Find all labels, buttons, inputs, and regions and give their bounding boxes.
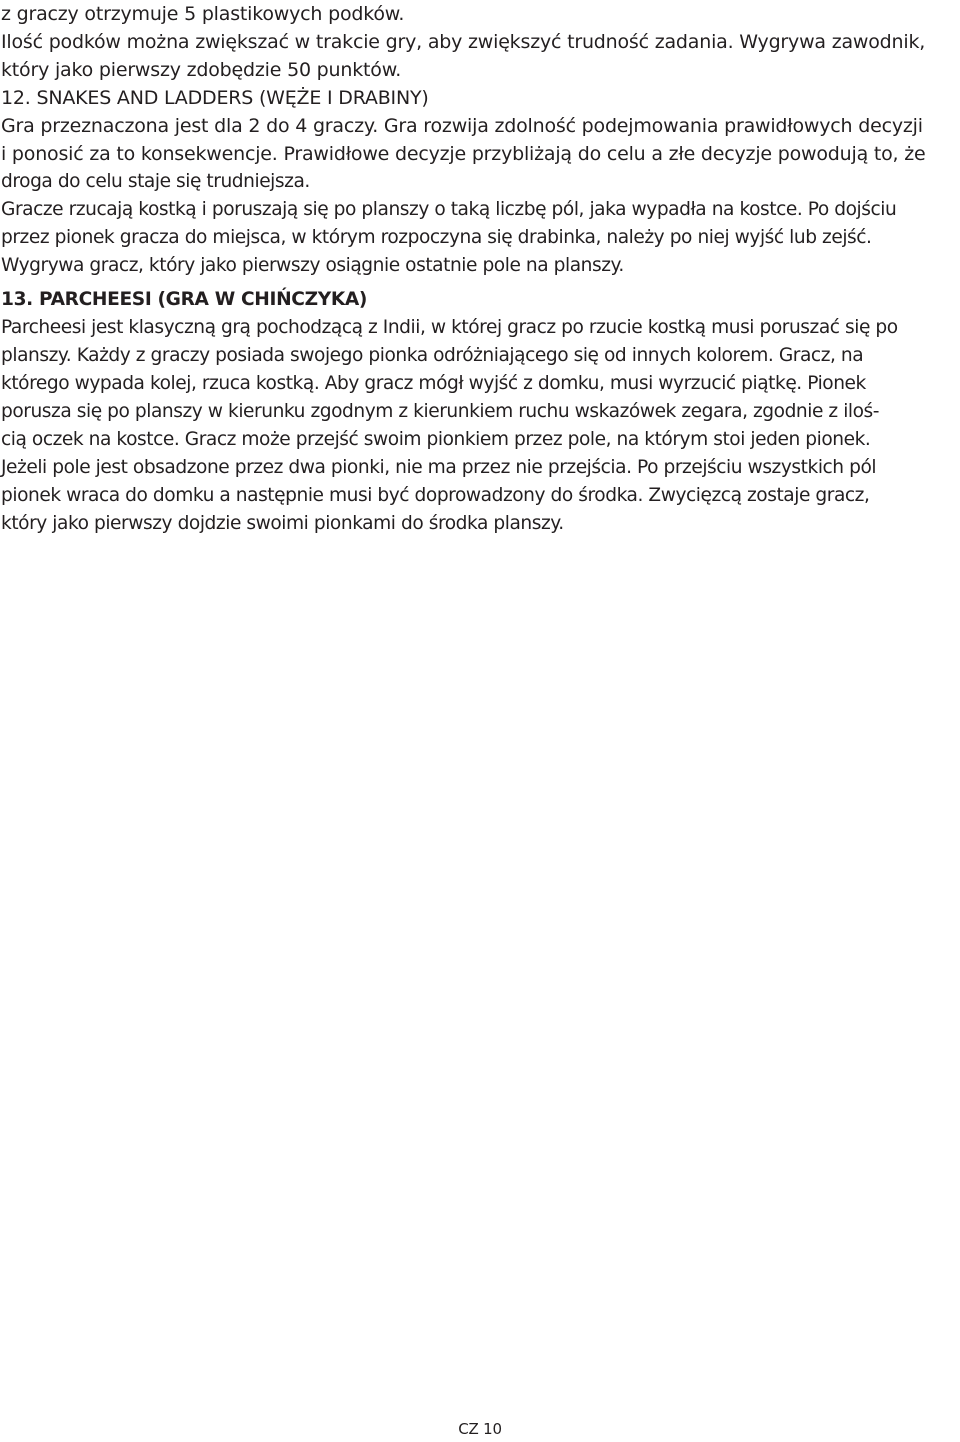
text-line: Ilość podków można zwiększać w trakcie gry, aby zwiększyć trudność zadania. Wygrywa zawodnik, (1, 31, 926, 53)
text-line: przez pionek gracza do miejsca, w którym rozpoczyna się drabinka, należy po niej wyjść lub zejść. (1, 227, 872, 248)
section-heading: 12. SNAKES AND LADDERS (WĘŻE I DRABINY) (1, 87, 429, 109)
section-heading: 13. PARCHEESI (GRA W CHIŃCZYKA) (1, 289, 368, 310)
text-line: pionek wraca do domku a następnie musi być doprowadzony do środka. Zwycięzcą zostaje gracz, (1, 485, 870, 506)
section-snakes-and-ladders (1, 84, 959, 280)
section-parcheesi (1, 286, 959, 538)
text-line: który jako pierwszy zdobędzie 50 punktów. (1, 59, 402, 81)
text-line: porusza się po planszy w kierunku zgodnym z kierunkiem ruchu wskazówek zegara, zgodnie z iloś- (1, 401, 880, 422)
text-line: i ponosić za to konsekwencje. Prawidłowe decyzje przybliżają do celu a złe decyzje powodują to, że (1, 143, 926, 165)
text-line: z graczy otrzymuje 5 plastikowych podków. (1, 3, 405, 25)
page-number: CZ 10 (458, 1420, 502, 1438)
text-line: Parcheesi jest klasyczną grą pochodzącą z Indii, w której gracz po rzucie kostką musi poruszać się po (1, 317, 898, 338)
text-line: Jeżeli pole jest obsadzone przez dwa pionki, nie ma przez nie przejścia. Po przejściu wszystkich pól (1, 457, 877, 478)
document-body (1, 0, 959, 538)
text-line: Gra przeznaczona jest dla 2 do 4 graczy. Gra rozwija zdolność podejmowania prawidłowych decyzji (1, 115, 923, 137)
intro-paragraph (1, 0, 959, 84)
text-line: cią oczek na kostce. Gracz może przejść swoim pionkiem przez pole, na którym stoi jeden pionek. (1, 429, 871, 450)
text-line: Wygrywa gracz, który jako pierwszy osiągnie ostatnie pole na planszy. (1, 255, 624, 276)
text-line: Gracze rzucają kostką i poruszają się po planszy o taką liczbę pól, jaka wypadła na kostce. Po dojściu (1, 199, 897, 220)
text-line: droga do celu staje się trudniejsza. (1, 171, 310, 192)
text-line: który jako pierwszy dojdzie swoimi pionkami do środka planszy. (1, 513, 564, 534)
text-line: którego wypada kolej, rzuca kostką. Aby gracz mógł wyjść z domku, musi wyrzucić piątkę. Pionek (1, 373, 866, 394)
text-line: planszy. Każdy z graczy posiada swojego pionka odróżniającego się od innych kolorem. Gracz, na (1, 345, 864, 366)
